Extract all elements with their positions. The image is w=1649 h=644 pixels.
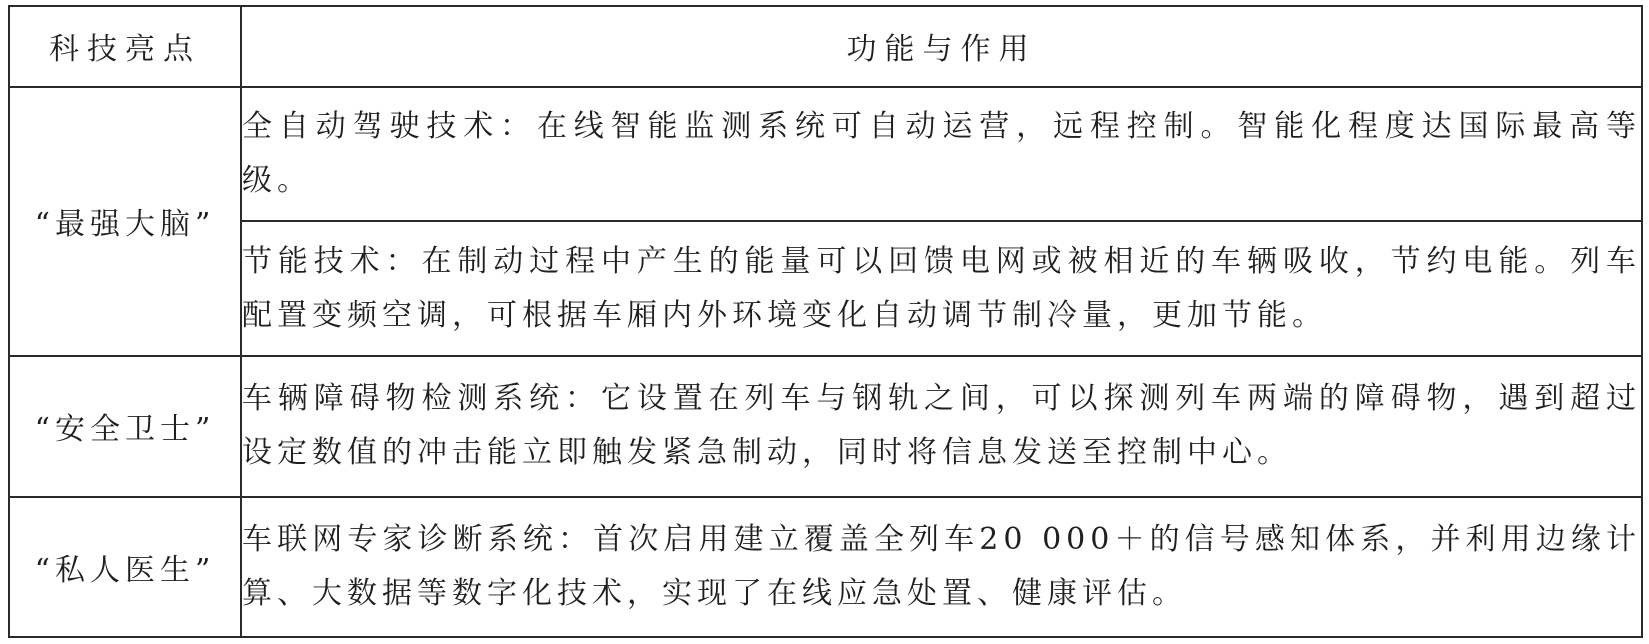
table-row (9, 356, 1642, 497)
category-cell: “私人医生” (9, 497, 241, 637)
category-cell: “最强大脑” (9, 87, 241, 356)
header-function: 功能与作用 (241, 6, 1642, 87)
header-highlight: 科技亮点 (9, 6, 241, 87)
description-cell: 节能技术：在制动过程中产生的能量可以回馈电网或被相近的车辆吸收，节约电能。列车配置变频空调，可根据车厢内外环境变化自动调节制冷量，更加节能。 (241, 221, 1642, 356)
table-row (9, 221, 1642, 356)
table-header-row (9, 6, 1642, 87)
table-row (9, 87, 1642, 222)
feature-table (8, 5, 1643, 638)
table-row (9, 497, 1642, 637)
description-cell: 车联网专家诊断系统：首次启用建立覆盖全列车20 000＋的信号感知体系，并利用边缘计算、大数据等数字化技术，实现了在线应急处置、健康评估。 (241, 497, 1642, 637)
category-cell: “安全卫士” (9, 356, 241, 497)
description-cell: 全自动驾驶技术：在线智能监测系统可自动运营，远程控制。智能化程度达国际最高等级。 (241, 87, 1642, 222)
description-cell: 车辆障碍物检测系统：它设置在列车与钢轨之间，可以探测列车两端的障碍物，遇到超过设定数值的冲击能立即触发紧急制动，同时将信息发送至控制中心。 (241, 356, 1642, 497)
